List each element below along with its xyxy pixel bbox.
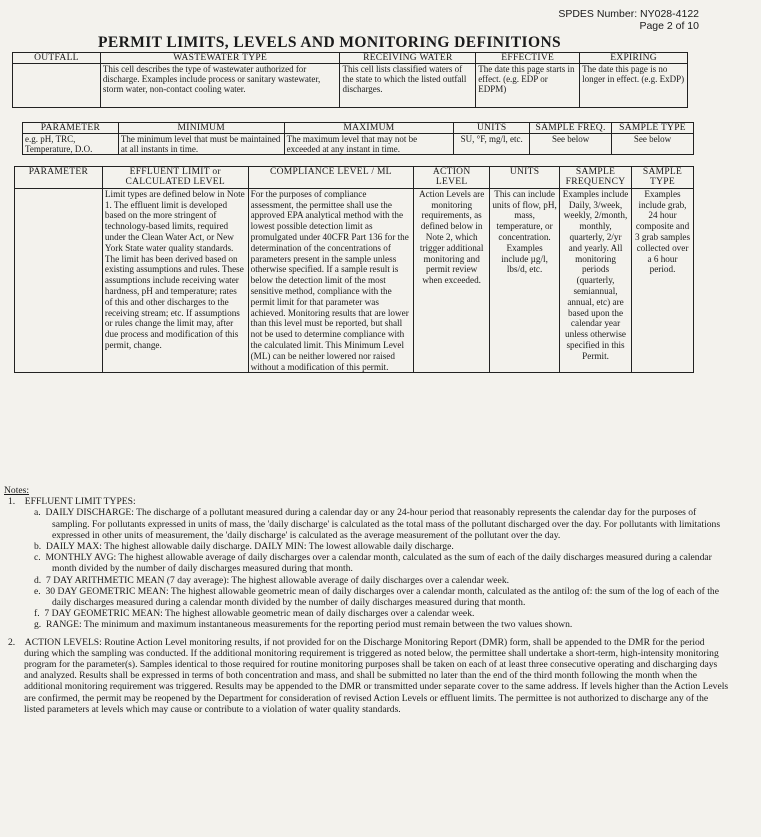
cell-receiving-water: This cell lists classified waters of the state to which the listed outfall discharges. — [340, 64, 476, 108]
cell-compliance-level: For the purposes of compliance assessment, the permittee shall use the approved EPA analytical method with the lowest possible detection limit as promulgated under 40CFR Part 136 for the determination of the concentrations of parameters present in the sample unless otherwise specified. If a sample result is below the detection limit of the most sensitive method, compliance with the permit limit for that parameter was achieved. Monitoring results that are lower than this level must be reported, but shall not be used to determine compliance with the calculated limit. This Minimum Level (ML) can be neither lowered nor raised without a modification of this permit. — [248, 188, 414, 373]
header-compliance-level: COMPLIANCE LEVEL / ML — [248, 167, 414, 189]
outfall-table — [12, 52, 688, 108]
cell-parameter — [15, 188, 103, 373]
cell-effluent-limit: Limit types are defined below in Note 1. The effluent limit is developed based on the more stringent of technology-based limits, required under the Clean Water Act, or New York State water quality standards. The limit has been derived based on existing assumptions and rules. These assumptions include receiving water hardness, pH and temperature; rates of this and other discharges to the receiving stream; etc. If assumptions or rules change the limit may, after due process and modification of this permit, change. — [102, 188, 248, 373]
header-action-level: ACTION LEVEL — [414, 167, 490, 189]
page-number: Page 2 of 10 — [639, 20, 699, 32]
note-1-heading — [4, 496, 730, 507]
header-parameter: PARAMETER — [23, 123, 119, 134]
header-minimum: MINIMUM — [118, 123, 284, 134]
cell-sample-type: See below — [612, 134, 694, 155]
cell-sample-freq: See below — [530, 134, 612, 155]
note-item: d. 7 DAY ARITHMETIC MEAN (7 day average): The highest allowable average of daily discharges over a calendar week. — [34, 574, 510, 586]
header-sample-freq: SAMPLE FREQ. — [530, 123, 612, 134]
cell-wastewater-type: This cell describes the type of wastewater authorized for discharge. Examples include process or sanitary wastewater, storm water, non-contact cooling water. — [100, 64, 340, 108]
effluent-limit-table — [14, 166, 694, 373]
header-units: UNITS — [490, 167, 560, 189]
note-2-text: ACTION LEVELS: Routine Action Level monitoring results, if not provided for on the Discharge Monitoring Report (DMR) form, shall be appended to the DMR for the period during which the sampling was conducted. If the additional monitoring requirement is triggered as noted below, the permittee shall undertake a short-term, high-intensity monitoring program for the parameter(s). Samples identical to those required for routine monitoring purposes shall be taken on each of at least three consecutive operating and discharging days and analyzed. Results shall be expressed in terms of both concentration and mass, and shall be submitted no later than the end of the third month following the month when the additional monitoring requirement was triggered. Results may be appended to the DMR or transmitted under separate cover to the same address. If levels higher than the Action Levels are confirmed, the permit may be reopened by the Department for consideration of revised Action Levels or effluent limits. The permittee is not authorized to discharge any of the listed parameters at levels which may cause or contribute to a violation of water quality standards. — [24, 636, 729, 715]
note-item: a. DAILY DISCHARGE: The discharge of a pollutant measured during a calendar day or any 24-hour period that reasonably represents the calendar day for the purposes of sampling. For pollutants expressed in units of mass, the 'daily discharge' is calculated as the total mass of the pollutant discharged over the day. For pollutants with limitations expressed in other units of measurement, the 'daily discharge' is calculated as the average measurement of the pollutant over the day. — [34, 507, 721, 541]
note-item: g. RANGE: The minimum and maximum instantaneous measurements for the reporting period must remain between the two values shown. — [34, 619, 573, 631]
header-units: UNITS — [454, 123, 530, 134]
header-receiving-water: RECEIVING WATER — [340, 53, 476, 64]
header-sample-frequency: SAMPLE FREQUENCY — [560, 167, 632, 189]
note-2-number: 2. — [8, 636, 16, 648]
spdes-number: SPDES Number: NY028-4122 — [558, 8, 699, 20]
cell-sample-frequency: Examples include Daily, 3/week, weekly, 2/month, monthly, quarterly, 2/yr and yearly. All monitoring periods (quarterly, semiannual, annual, etc) are based upon the calendar year unless otherwise specified in this Permit. — [560, 188, 632, 373]
notes-section — [4, 485, 730, 715]
cell-effective: The date this page starts in effect. (e.g. EDP or EDPM) — [476, 64, 580, 108]
header-effective: EFFECTIVE — [476, 53, 580, 64]
note-item: e. 30 DAY GEOMETRIC MEAN: The highest allowable geometric mean of daily discharges over a calendar month, calculated as the antilog of: the sum of the log of each of the daily discharges measured during a calendar month divided by the number of daily discharges measured during that month. — [34, 585, 719, 609]
note-1-title: EFFLUENT LIMIT TYPES: — [24, 496, 136, 508]
header-sample-type: SAMPLE TYPE — [612, 123, 694, 134]
header-effluent-limit: EFFLUENT LIMIT or CALCULATED LEVEL — [102, 167, 248, 189]
cell-minimum: The minimum level that must be maintained at all instants in time. — [118, 134, 284, 155]
note-1-number: 1. — [8, 496, 16, 508]
header-outfall: OUTFALL — [13, 53, 101, 64]
note-item: f. 7 DAY GEOMETRIC MEAN: The highest allowable geometric mean of daily discharges over a calendar week. — [34, 608, 475, 620]
min-max-table — [22, 122, 694, 155]
cell-expiring: The date this page is no longer in effect. (e.g. ExDP) — [580, 64, 688, 108]
header-wastewater-type: WASTEWATER TYPE — [100, 53, 340, 64]
note-item: c. MONTHLY AVG: The highest allowable average of daily discharges over a calendar month, calculated as the sum of each of the daily discharges measured during a calendar month divided by the number of daily discharges measured during that month. — [34, 552, 712, 575]
cell-units: SU, °F, mg/l, etc. — [454, 134, 530, 155]
header-expiring: EXPIRING — [580, 53, 688, 64]
header-sample-type: SAMPLE TYPE — [632, 167, 694, 189]
cell-sample-type: Examples include grab, 24 hour composite and 3 grab samples collected over a 6 hour period. — [632, 188, 694, 373]
page-header — [558, 8, 699, 32]
note-2 — [4, 637, 730, 715]
note-item: b. DAILY MAX: The highest allowable daily discharge. DAILY MIN: The lowest allowable daily discharge. — [34, 541, 454, 553]
cell-action-level: Action Levels are monitoring requirements, as defined below in Note 2, which trigger additional monitoring and permit review when exceeded. — [414, 188, 490, 373]
page-title: PERMIT LIMITS, LEVELS AND MONITORING DEFINITIONS — [98, 34, 562, 51]
header-parameter: PARAMETER — [15, 167, 103, 189]
cell-outfall — [13, 64, 101, 108]
notes-label: Notes: — [4, 485, 30, 496]
cell-maximum: The maximum level that may not be exceeded at any instant in time. — [284, 134, 454, 155]
cell-units: This can include units of flow, pH, mass, temperature, or concentration. Examples include µg/l, lbs/d, etc. — [490, 188, 560, 373]
header-maximum: MAXIMUM — [284, 123, 454, 134]
cell-parameter-example: e.g. pH, TRC, Temperature, D.O. — [23, 134, 119, 155]
